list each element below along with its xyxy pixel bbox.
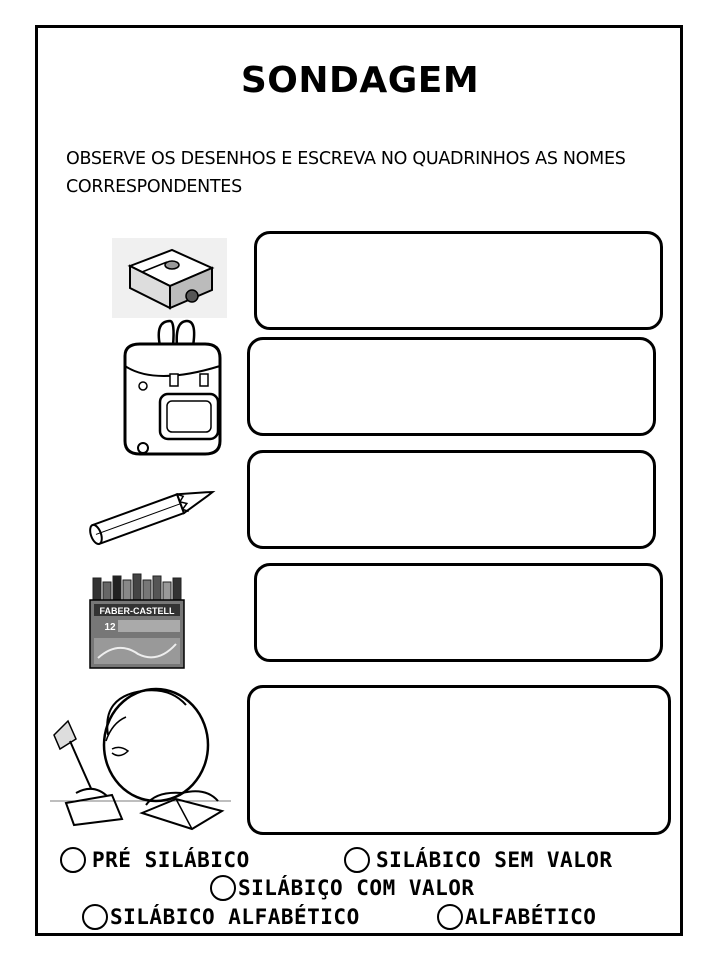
radio-circle-icon[interactable] <box>60 847 86 873</box>
crayon-box-count: 12 <box>104 622 116 633</box>
answer-box-3[interactable] <box>247 450 656 549</box>
radio-circle-icon[interactable] <box>437 904 463 930</box>
option-label: PRÉ SILÁBICO <box>92 848 250 872</box>
answer-box-2[interactable] <box>247 337 656 436</box>
option-label: SILÁBICO ALFABÉTICO <box>110 905 360 929</box>
pencil-icon <box>82 478 222 548</box>
answer-box-1[interactable] <box>254 231 663 330</box>
radio-circle-icon[interactable] <box>210 875 236 901</box>
option-alfabetico[interactable] <box>437 904 596 930</box>
option-label: SILÁBICO SEM VALOR <box>376 848 613 872</box>
backpack-icon <box>115 316 230 458</box>
option-pre-silabico[interactable] <box>60 847 250 873</box>
option-label: SILÁBIÇO COM VALOR <box>238 876 475 900</box>
child-reading-icon <box>46 683 231 835</box>
radio-circle-icon[interactable] <box>82 904 108 930</box>
option-silabico-com-valor[interactable] <box>210 875 475 901</box>
pencil-sharpener-icon <box>112 238 227 318</box>
option-label: ALFABÉTICO <box>465 905 597 929</box>
crayon-box-brand: FABER-CASTELL <box>99 606 175 616</box>
answer-box-4[interactable] <box>254 563 663 662</box>
radio-circle-icon[interactable] <box>344 847 370 873</box>
option-silabico-sem-valor[interactable] <box>344 847 613 873</box>
crayon-box-icon <box>88 568 186 670</box>
answer-box-5[interactable] <box>247 685 671 835</box>
option-silabico-alfabetico[interactable] <box>82 904 360 930</box>
instruction-text: OBSERVE OS DESENHOS E ESCREVA NO QUADRINHOS AS NOMES CORRESPONDENTES <box>66 149 626 197</box>
page-title: SONDAGEM <box>240 60 480 101</box>
